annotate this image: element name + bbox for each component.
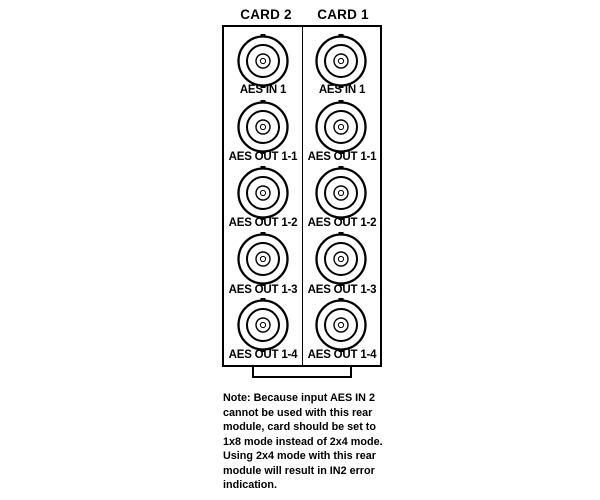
mode-note bbox=[223, 391, 473, 493]
bnc-connector-icon bbox=[235, 165, 291, 221]
bnc-connector-icon bbox=[235, 99, 291, 155]
connector-label: AES OUT 1-4 bbox=[228, 349, 298, 361]
connector-label: AES OUT 1-4 bbox=[307, 349, 377, 361]
connector-label: AES OUT 1-2 bbox=[228, 217, 298, 229]
note-line: indication. bbox=[223, 479, 277, 491]
connector-label: AES OUT 1-3 bbox=[307, 284, 377, 296]
panel-bottom-tab bbox=[252, 365, 352, 378]
connector-label: AES IN 1 bbox=[318, 84, 366, 96]
connector-label: AES IN 1 bbox=[239, 84, 287, 96]
note-line: cannot be used with this rear bbox=[223, 406, 373, 419]
connector-label: AES OUT 1-2 bbox=[307, 217, 377, 229]
note-line: 1x8 mode instead of 2x4 mode. bbox=[223, 435, 383, 448]
note-line: module, card should be set to bbox=[223, 421, 376, 433]
card-divider bbox=[302, 25, 303, 367]
bnc-connector-icon bbox=[313, 165, 369, 221]
bnc-connector-icon bbox=[235, 231, 291, 287]
connector-label: AES OUT 1-1 bbox=[228, 151, 298, 163]
bnc-connector-icon bbox=[235, 297, 291, 353]
note-line: Note: Because input AES IN 2 bbox=[223, 392, 375, 404]
bnc-connector-icon bbox=[313, 297, 369, 353]
card-1-header: CARD 1 bbox=[317, 7, 369, 22]
card-2-header: CARD 2 bbox=[240, 7, 292, 22]
connector-label: AES OUT 1-3 bbox=[228, 284, 298, 296]
connector-label: AES OUT 1-1 bbox=[307, 151, 377, 163]
bnc-connector-icon bbox=[313, 99, 369, 155]
bnc-connector-icon bbox=[313, 33, 369, 89]
bnc-connector-icon bbox=[235, 33, 291, 89]
note-line: module will result in IN2 error bbox=[223, 464, 375, 477]
note-line: Using 2x4 mode with this rear bbox=[223, 450, 376, 462]
bnc-connector-icon bbox=[313, 231, 369, 287]
